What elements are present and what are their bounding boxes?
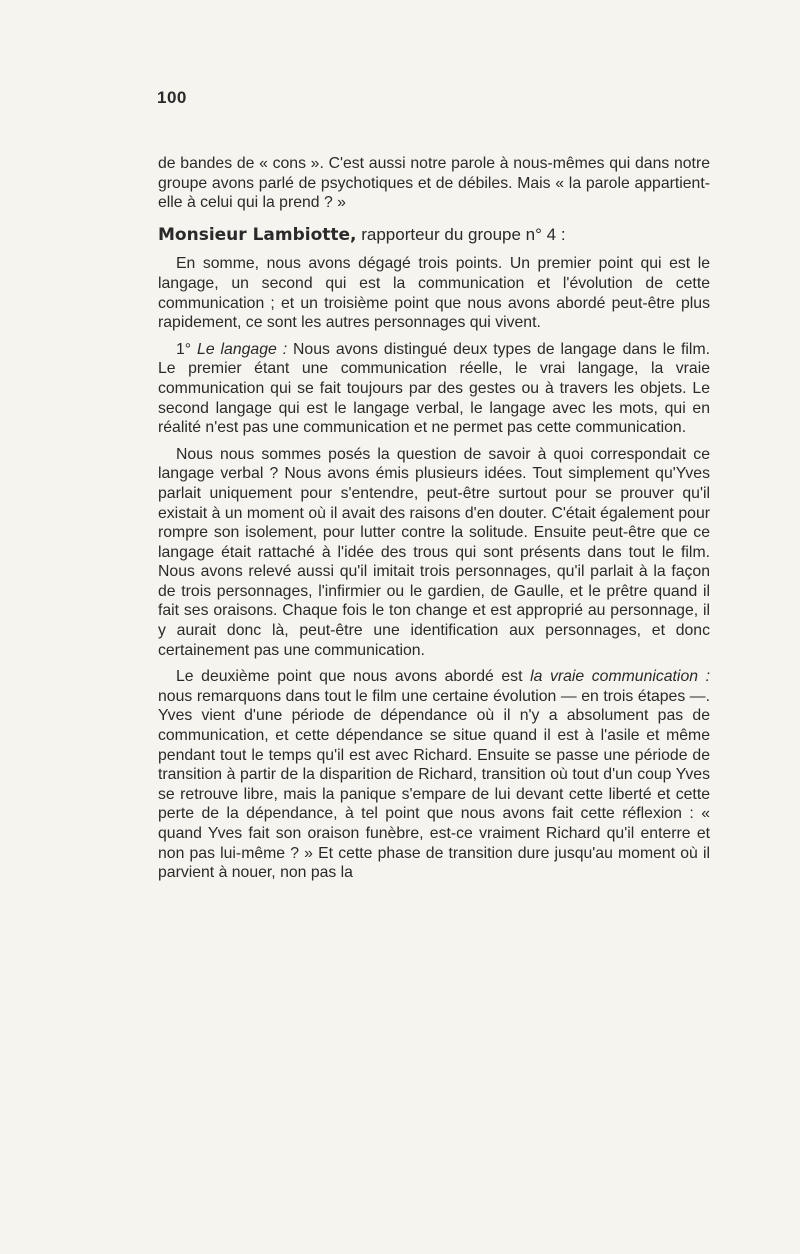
paragraph-communication-lead: Le deuxième point que nous avons abordé est: [176, 668, 531, 686]
paragraph-language-italic: Le langage :: [197, 340, 288, 358]
paragraph-true-communication: [158, 667, 710, 883]
speaker-name: Monsieur Lambiotte,: [158, 224, 357, 245]
opening-paragraph: de bandes de « cons ». C'est aussi notre parole à nous-mêmes qui dans notre groupe avons parlé de psychotiques et de débiles. Mais « la parole appartient-elle à celui qui la prend ? »: [158, 155, 710, 212]
page-number: 100: [157, 88, 187, 107]
paragraph-language: [158, 340, 710, 438]
paragraph-verbal-language: Nous nous sommes posés la question de savoir à quoi correspondait ce langage verbal ? Nous avons émis plusieurs idées. Tout simplement qu'Yves parlait uniquement pour s'entendre, peut-être surtout pour se prouver qu'il existait à un moment où il avait des raisons d'en douter. C'était également pour rompre son isolement, pour lutter contre la solitude. Ensuite peut-être que ce langage était rattaché à l'idée des trous qui sont présents dans tout le film. Nous avons relevé aussi qu'il imitait trois personnages, qu'il parlait à la façon de trois personnages, l'infirmier ou le gardien, de Gaulle, et le prêtre quand il fait ses oraisons. Chaque fois le ton change et est approprié au personnage, il y aurait donc là, peut-être une identification aux personnages, et donc certainement pas une communication.: [158, 445, 710, 659]
body-text: [158, 154, 710, 883]
speaker-heading: [158, 225, 710, 246]
paragraph-communication-rest: nous remarquons dans tout le film une certaine évolution — en trois étapes —. Yves vient d'une période de dépendance où il n'y a absolument pas de communication, et cette dépendance se situe quand il est à l'asile et même pendant tout le temps qu'il est avec Richard. Ensuite se passe une période de transition à partir de la disparition de Richard, transition où tout d'un coup Yves se retrouve libre, mais la panique s'empare de lui devant cette liberté et cette perte de la dépendance, à tel point que nous avons fait cette réflexion : « quand Yves fait son oraison funèbre, est-ce vraiment Richard qu'il enterre et non pas lui-même ? » Et cette phase de transition dure jusqu'au moment où il parvient à nouer, non pas la: [158, 687, 710, 882]
speaker-role: rapporteur du groupe n° 4 :: [356, 224, 566, 244]
paragraph-communication-italic: la vraie communication :: [530, 668, 710, 686]
paragraph-language-lead: 1°: [176, 340, 198, 358]
paragraph-summary: En somme, nous avons dégagé trois points. Un premier point qui est le langage, un second qui est la communication et l'évolution de cette communication ; et un troisième point que nous avons abordé peut-être plus rapidement, ce sont les autres personnages qui vivent.: [158, 255, 710, 332]
paragraph-language-rest: Nous avons distingué deux types de langage dans le film. Le premier étant une communication réelle, le vrai langage, la vraie communication qui se fait toujours par des gestes ou à travers les objets. Le second langage qui est le langage verbal, le langage avec les mots, qui en réalité n'est pas une communication et ne permet pas cette communication.: [158, 340, 710, 437]
